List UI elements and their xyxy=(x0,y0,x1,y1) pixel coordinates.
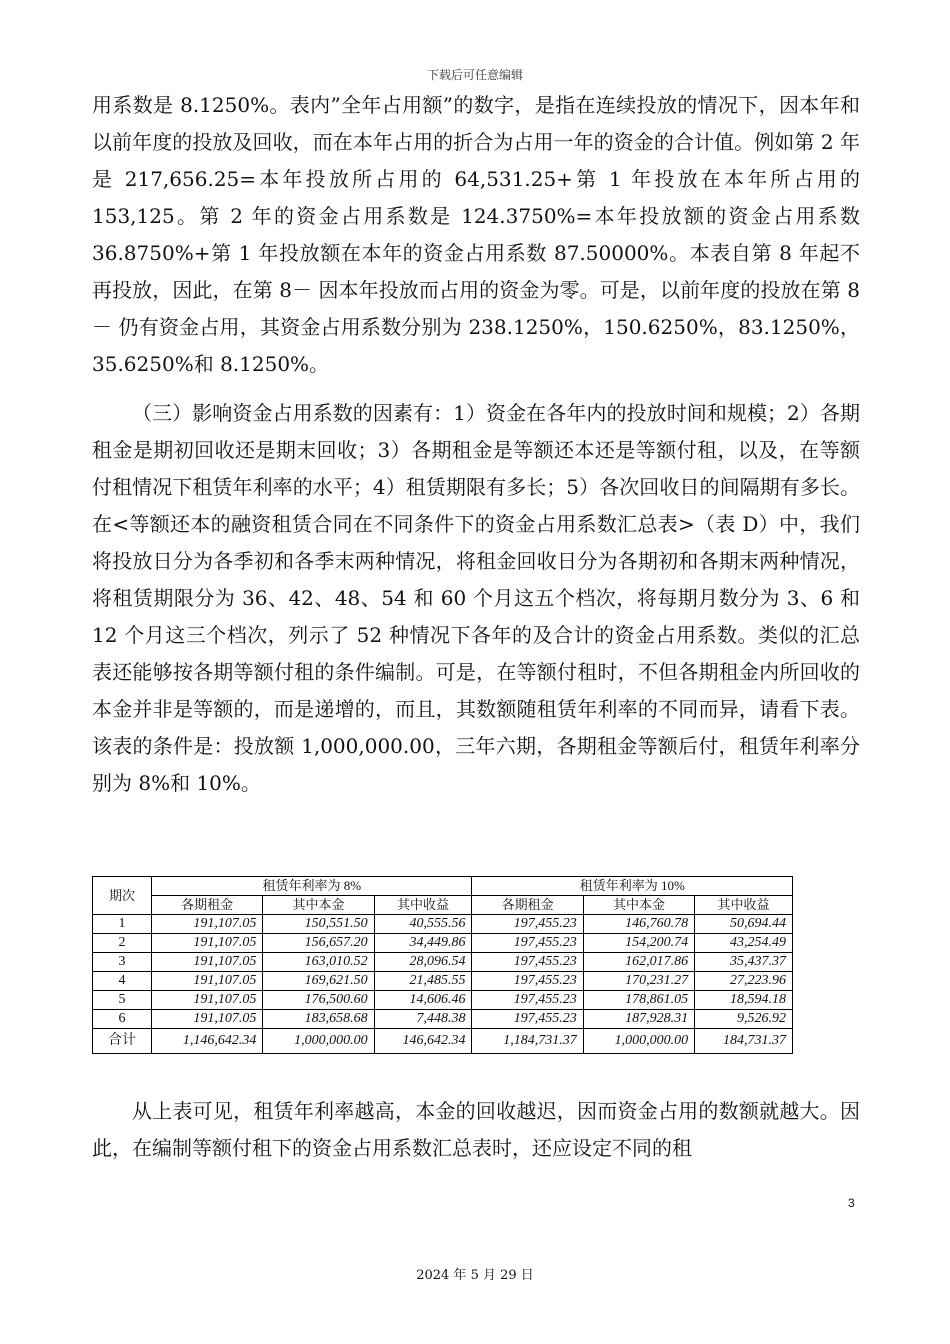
table-cell: 169,621.50 xyxy=(263,972,374,991)
period-cell: 6 xyxy=(93,1010,152,1029)
page-number: 3 xyxy=(848,1196,855,1210)
table-cell: 191,107.05 xyxy=(152,934,263,953)
table-cell: 197,455.23 xyxy=(472,934,583,953)
table-cell: 28,096.54 xyxy=(374,953,472,972)
total-row xyxy=(93,1029,793,1054)
header-note: 下载后可任意编辑 xyxy=(426,68,523,82)
table-cell: 197,455.23 xyxy=(472,991,583,1010)
table-cell: 162,017.86 xyxy=(583,953,694,972)
paragraph-1 xyxy=(92,87,860,383)
table-cell: 191,107.05 xyxy=(152,953,263,972)
table-cell: 150,551.50 xyxy=(263,915,374,934)
sub-header: 其中本金 xyxy=(263,896,374,915)
table-cell: 197,455.23 xyxy=(472,953,583,972)
total-cell: 1,146,642.34 xyxy=(152,1029,263,1054)
table-row xyxy=(93,953,793,972)
sub-header: 各期租金 xyxy=(152,896,263,915)
sub-header: 其中收益 xyxy=(695,896,793,915)
rate-8-header: 租赁年利率为 8% xyxy=(152,877,472,896)
lease-payment-table xyxy=(92,876,793,1054)
table-cell: 21,485.55 xyxy=(374,972,472,991)
table-row xyxy=(93,991,793,1010)
period-header: 期次 xyxy=(93,877,152,915)
table-cell: 187,928.31 xyxy=(583,1010,694,1029)
table-cell: 154,200.74 xyxy=(583,934,694,953)
total-cell: 146,642.34 xyxy=(374,1029,472,1054)
table-cell: 35,437.37 xyxy=(695,953,793,972)
total-cell: 1,184,731.37 xyxy=(472,1029,583,1054)
table-cell: 163,010.52 xyxy=(263,953,374,972)
period-cell: 1 xyxy=(93,915,152,934)
paragraph-2 xyxy=(92,395,860,802)
period-cell: 3 xyxy=(93,953,152,972)
table-cell: 176,500.60 xyxy=(263,991,374,1010)
paragraph-2-text: （三）影响资金占用系数的因素有：1）资金在各年内的投放时间和规模；2）各期租金是期初回收还是期末回收；3）各期租金是等额还本还是等额付租，以及，在等额付租情况下租赁年利率的水平；4）租赁期限有多长；5）各次回收日的间隔期有多长。在<等额还本的融资租赁合同在不同条件下的资金占用系数汇总表>（表 D）中，我们将投放日分为各季初和各季末两种情况，将租金回收日分为各期初和各期末两种情况，将租赁期限分为 36、42、48、54 和 60 个月这五个档次，将每期月数分为 3、6 和 12 个月这三个档次，列示了 52 种情况下各年的及合计的资金占用系数。类似的汇总表还能够按各期等额付租的条件编制。可是，在等额付租时，不但各期租金内所回收的本金并非是等额的，而是递增的，而且，其数额随租赁年利率的不同而异，请看下表。该表的条件是：投放额 1,000,000.00，三年六期，各期租金等额后付，租赁年利率分别为 8%和 10%。 xyxy=(92,401,860,795)
paragraph-1-text: 用系数是 8.1250%。表内”全年占用额”的数字，是指在连续投放的情况下，因本年和以前年度的投放及回收，而在本年占用的折合为占用一年的资金的合计值。例如第 2 年是 217,656.25=本年投放所占用的 64,531.25+第 1 年投放在本年所占用的 153,125。第 2 年的资金占用系数是 124.3750%=本年投放额的资金占用系数 36.8750%+第 1 年投放额在本年的资金占用系数 87.50000%。本表自第 8 年起不再投放，因此，在第 8－ 因本年投放而占用的资金为零。可是，以前年度的投放在第 8－ 仍有资金占用，其资金占用系数分别为 238.1250%，150.6250%，83.1250%，35.6250%和 8.1250%。 xyxy=(92,93,860,376)
footer-date: 2024 年 5 月 29 日 xyxy=(416,1268,534,1283)
table-cell: 197,455.23 xyxy=(472,915,583,934)
table-cell: 191,107.05 xyxy=(152,972,263,991)
table-cell: 191,107.05 xyxy=(152,1010,263,1029)
total-cell: 1,000,000.00 xyxy=(263,1029,374,1054)
table-row xyxy=(93,915,793,934)
table-cell: 197,455.23 xyxy=(472,972,583,991)
table-cell: 191,107.05 xyxy=(152,991,263,1010)
table-cell: 34,449.86 xyxy=(374,934,472,953)
total-cell: 1,000,000.00 xyxy=(583,1029,694,1054)
table-row xyxy=(93,934,793,953)
table-cell: 43,254.49 xyxy=(695,934,793,953)
table-cell: 14,606.46 xyxy=(374,991,472,1010)
table-cell: 50,694.44 xyxy=(695,915,793,934)
table-cell: 27,223.96 xyxy=(695,972,793,991)
table-cell: 156,657.20 xyxy=(263,934,374,953)
table-cell: 183,658.68 xyxy=(263,1010,374,1029)
total-cell: 184,731.37 xyxy=(695,1029,793,1054)
paragraph-3-text: 从上表可见，租赁年利率越高，本金的回收越迟，因而资金占用的数额就越大。因此，在编制等额付租下的资金占用系数汇总表时，还应设定不同的租 xyxy=(92,1099,860,1160)
paragraph-3 xyxy=(92,1093,860,1167)
table-cell: 146,760.78 xyxy=(583,915,694,934)
total-label: 合计 xyxy=(93,1029,152,1054)
table-row xyxy=(93,972,793,991)
table-cell: 18,594.18 xyxy=(695,991,793,1010)
rate-10-header: 租赁年利率为 10% xyxy=(472,877,793,896)
table-cell: 191,107.05 xyxy=(152,915,263,934)
table-cell: 170,231.27 xyxy=(583,972,694,991)
table-cell: 9,526.92 xyxy=(695,1010,793,1029)
table-cell: 40,555.56 xyxy=(374,915,472,934)
period-cell: 5 xyxy=(93,991,152,1010)
period-cell: 2 xyxy=(93,934,152,953)
table-cell: 7,448.38 xyxy=(374,1010,472,1029)
period-cell: 4 xyxy=(93,972,152,991)
sub-header: 各期租金 xyxy=(472,896,583,915)
table-row xyxy=(93,1010,793,1029)
table-cell: 178,861.05 xyxy=(583,991,694,1010)
table-cell: 197,455.23 xyxy=(472,1010,583,1029)
sub-header: 其中收益 xyxy=(374,896,472,915)
sub-header: 其中本金 xyxy=(583,896,694,915)
